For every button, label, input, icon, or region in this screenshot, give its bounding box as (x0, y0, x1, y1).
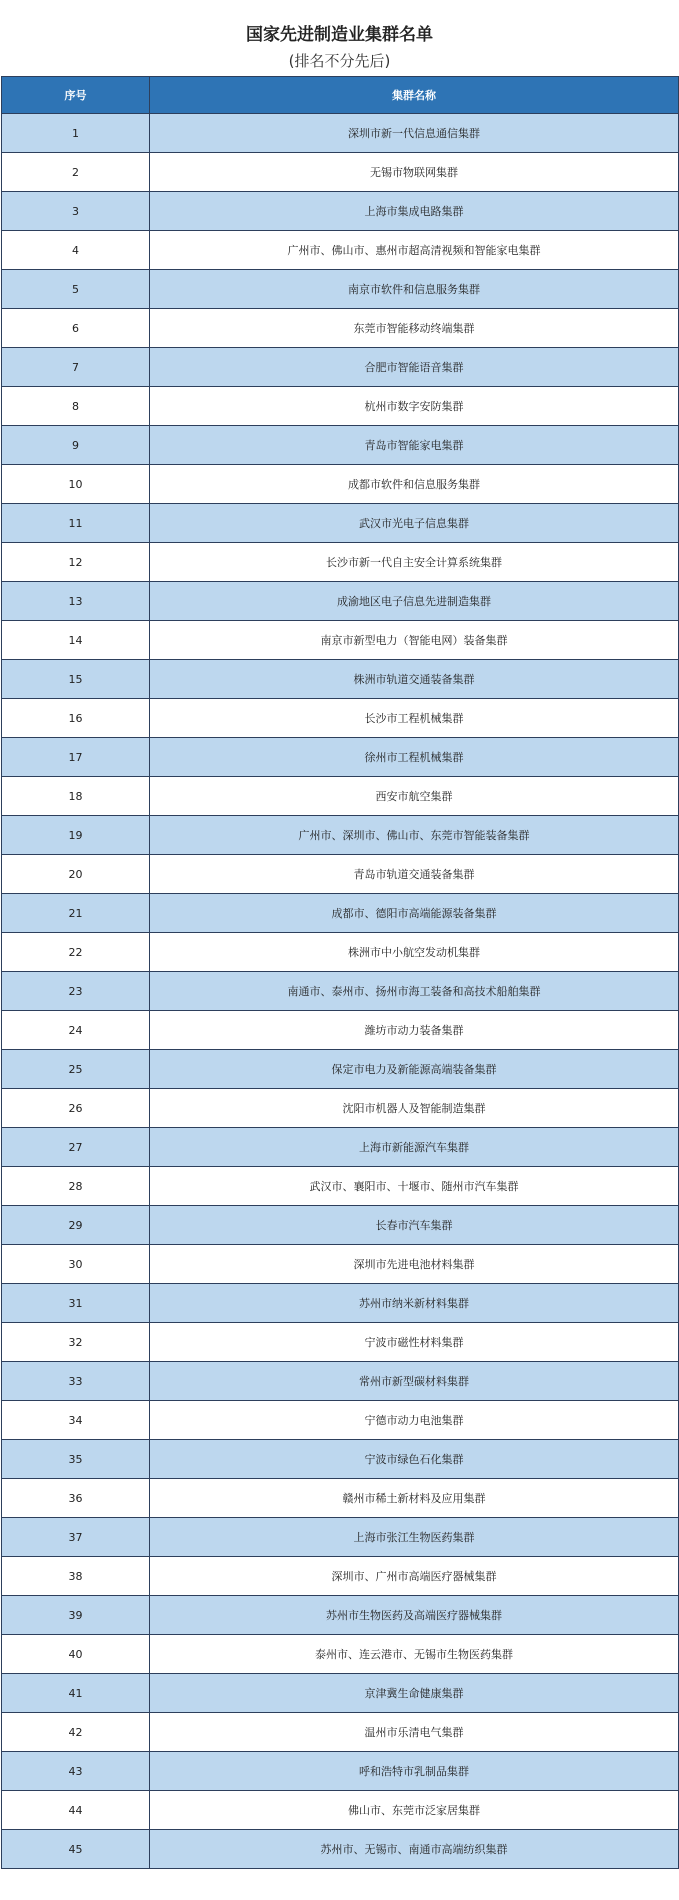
row-index-cell: 33 (2, 1362, 150, 1401)
cluster-name-cell: 呼和浩特市乳制品集群 (150, 1752, 679, 1791)
row-index-cell: 29 (2, 1206, 150, 1245)
table-row (2, 699, 679, 738)
cluster-name-cell: 京津冀生命健康集群 (150, 1674, 679, 1713)
cluster-name-cell: 宁波市绿色石化集群 (150, 1440, 679, 1479)
row-index-cell: 45 (2, 1830, 150, 1869)
table-header (2, 77, 679, 114)
table-row (2, 543, 679, 582)
row-index-cell: 31 (2, 1284, 150, 1323)
row-index-cell: 19 (2, 816, 150, 855)
cluster-name-cell: 泰州市、连云港市、无锡市生物医药集群 (150, 1635, 679, 1674)
cluster-name-cell: 武汉市光电子信息集群 (150, 504, 679, 543)
cluster-name-cell: 保定市电力及新能源高端装备集群 (150, 1050, 679, 1089)
table-row (2, 387, 679, 426)
row-index-cell: 26 (2, 1089, 150, 1128)
table-row (2, 972, 679, 1011)
row-index-cell: 43 (2, 1752, 150, 1791)
cluster-name-cell: 西安市航空集群 (150, 777, 679, 816)
row-index-cell: 42 (2, 1713, 150, 1752)
cluster-name-cell: 宁德市动力电池集群 (150, 1401, 679, 1440)
table-row (2, 1635, 679, 1674)
row-index-cell: 2 (2, 153, 150, 192)
table-row (2, 1323, 679, 1362)
row-index-cell: 24 (2, 1011, 150, 1050)
cluster-name-cell: 南通市、泰州市、扬州市海工装备和高技术船舶集群 (150, 972, 679, 1011)
row-index-cell: 18 (2, 777, 150, 816)
table-row (2, 777, 679, 816)
table-row (2, 192, 679, 231)
table-row (2, 1050, 679, 1089)
table-row (2, 1674, 679, 1713)
row-index-cell: 21 (2, 894, 150, 933)
cluster-name-cell: 佛山市、东莞市泛家居集群 (150, 1791, 679, 1830)
row-index-cell: 3 (2, 192, 150, 231)
table-row (2, 1167, 679, 1206)
row-index-cell: 40 (2, 1635, 150, 1674)
cluster-name-cell: 成都市软件和信息服务集群 (150, 465, 679, 504)
row-index-cell: 4 (2, 231, 150, 270)
table-row (2, 504, 679, 543)
cluster-name-cell: 杭州市数字安防集群 (150, 387, 679, 426)
cluster-name-cell: 南京市新型电力（智能电网）装备集群 (150, 621, 679, 660)
cluster-name-cell: 东莞市智能移动终端集群 (150, 309, 679, 348)
row-index-cell: 34 (2, 1401, 150, 1440)
table-row (2, 426, 679, 465)
cluster-name-cell: 长沙市工程机械集群 (150, 699, 679, 738)
row-index-cell: 44 (2, 1791, 150, 1830)
column-header-index: 序号 (2, 77, 150, 114)
table-row (2, 1284, 679, 1323)
row-index-cell: 38 (2, 1557, 150, 1596)
cluster-name-cell: 长沙市新一代自主安全计算系统集群 (150, 543, 679, 582)
table-row (2, 1362, 679, 1401)
table-row (2, 1791, 679, 1830)
table-row (2, 1596, 679, 1635)
row-index-cell: 32 (2, 1323, 150, 1362)
row-index-cell: 39 (2, 1596, 150, 1635)
row-index-cell: 36 (2, 1479, 150, 1518)
page-title: 国家先进制造业集群名单 (246, 25, 433, 45)
cluster-name-cell: 株洲市轨道交通装备集群 (150, 660, 679, 699)
cluster-name-cell: 成都市、德阳市高端能源装备集群 (150, 894, 679, 933)
cluster-name-cell: 青岛市轨道交通装备集群 (150, 855, 679, 894)
row-index-cell: 1 (2, 114, 150, 153)
cluster-name-cell: 株洲市中小航空发动机集群 (150, 933, 679, 972)
cluster-name-cell: 合肥市智能语音集群 (150, 348, 679, 387)
table-header-row (2, 77, 679, 114)
cluster-name-cell: 赣州市稀土新材料及应用集群 (150, 1479, 679, 1518)
table-row (2, 1440, 679, 1479)
table-row (2, 894, 679, 933)
table-row (2, 933, 679, 972)
table-row (2, 309, 679, 348)
cluster-table (1, 76, 679, 1869)
table-row (2, 1752, 679, 1791)
cluster-name-cell: 无锡市物联网集群 (150, 153, 679, 192)
column-header-name: 集群名称 (150, 77, 679, 114)
table-row (2, 855, 679, 894)
table-row (2, 231, 679, 270)
cluster-name-cell: 深圳市、广州市高端医疗器械集群 (150, 1557, 679, 1596)
cluster-name-cell: 苏州市生物医药及高端医疗器械集群 (150, 1596, 679, 1635)
cluster-name-cell: 广州市、深圳市、佛山市、东莞市智能装备集群 (150, 816, 679, 855)
cluster-name-cell: 武汉市、襄阳市、十堰市、随州市汽车集群 (150, 1167, 679, 1206)
row-index-cell: 16 (2, 699, 150, 738)
cluster-name-cell: 沈阳市机器人及智能制造集群 (150, 1089, 679, 1128)
row-index-cell: 15 (2, 660, 150, 699)
page-subtitle: (排名不分先后) (288, 52, 391, 70)
table-body (2, 114, 679, 1869)
row-index-cell: 41 (2, 1674, 150, 1713)
cluster-name-cell: 上海市集成电路集群 (150, 192, 679, 231)
table-row (2, 1011, 679, 1050)
row-index-cell: 9 (2, 426, 150, 465)
table-row (2, 1245, 679, 1284)
row-index-cell: 28 (2, 1167, 150, 1206)
row-index-cell: 14 (2, 621, 150, 660)
row-index-cell: 20 (2, 855, 150, 894)
cluster-name-cell: 深圳市先进电池材料集群 (150, 1245, 679, 1284)
cluster-name-cell: 成渝地区电子信息先进制造集群 (150, 582, 679, 621)
cluster-name-cell: 南京市软件和信息服务集群 (150, 270, 679, 309)
table-row (2, 738, 679, 777)
row-index-cell: 10 (2, 465, 150, 504)
row-index-cell: 6 (2, 309, 150, 348)
row-index-cell: 22 (2, 933, 150, 972)
table-row (2, 1089, 679, 1128)
row-index-cell: 12 (2, 543, 150, 582)
table-row (2, 114, 679, 153)
table-row (2, 1557, 679, 1596)
cluster-name-cell: 苏州市、无锡市、南通市高端纺织集群 (150, 1830, 679, 1869)
row-index-cell: 17 (2, 738, 150, 777)
table-row (2, 582, 679, 621)
row-index-cell: 30 (2, 1245, 150, 1284)
table-row (2, 621, 679, 660)
cluster-name-cell: 苏州市纳米新材料集群 (150, 1284, 679, 1323)
row-index-cell: 11 (2, 504, 150, 543)
cluster-name-cell: 上海市张江生物医药集群 (150, 1518, 679, 1557)
row-index-cell: 8 (2, 387, 150, 426)
table-row (2, 1518, 679, 1557)
row-index-cell: 35 (2, 1440, 150, 1479)
cluster-name-cell: 广州市、佛山市、惠州市超高清视频和智能家电集群 (150, 231, 679, 270)
table-row (2, 1713, 679, 1752)
table-row (2, 348, 679, 387)
table-row (2, 816, 679, 855)
cluster-name-cell: 温州市乐清电气集群 (150, 1713, 679, 1752)
table-row (2, 1206, 679, 1245)
row-index-cell: 7 (2, 348, 150, 387)
table-row (2, 1128, 679, 1167)
table-row (2, 465, 679, 504)
table-row (2, 153, 679, 192)
cluster-name-cell: 常州市新型碳材料集群 (150, 1362, 679, 1401)
cluster-name-cell: 长春市汽车集群 (150, 1206, 679, 1245)
row-index-cell: 5 (2, 270, 150, 309)
table-row (2, 1830, 679, 1869)
row-index-cell: 37 (2, 1518, 150, 1557)
cluster-name-cell: 潍坊市动力装备集群 (150, 1011, 679, 1050)
row-index-cell: 13 (2, 582, 150, 621)
cluster-name-cell: 深圳市新一代信息通信集群 (150, 114, 679, 153)
table-row (2, 270, 679, 309)
row-index-cell: 25 (2, 1050, 150, 1089)
row-index-cell: 27 (2, 1128, 150, 1167)
cluster-name-cell: 上海市新能源汽车集群 (150, 1128, 679, 1167)
cluster-name-cell: 宁波市磁性材料集群 (150, 1323, 679, 1362)
cluster-name-cell: 青岛市智能家电集群 (150, 426, 679, 465)
cluster-name-cell: 徐州市工程机械集群 (150, 738, 679, 777)
table-row (2, 660, 679, 699)
table-row (2, 1401, 679, 1440)
row-index-cell: 23 (2, 972, 150, 1011)
table-row (2, 1479, 679, 1518)
